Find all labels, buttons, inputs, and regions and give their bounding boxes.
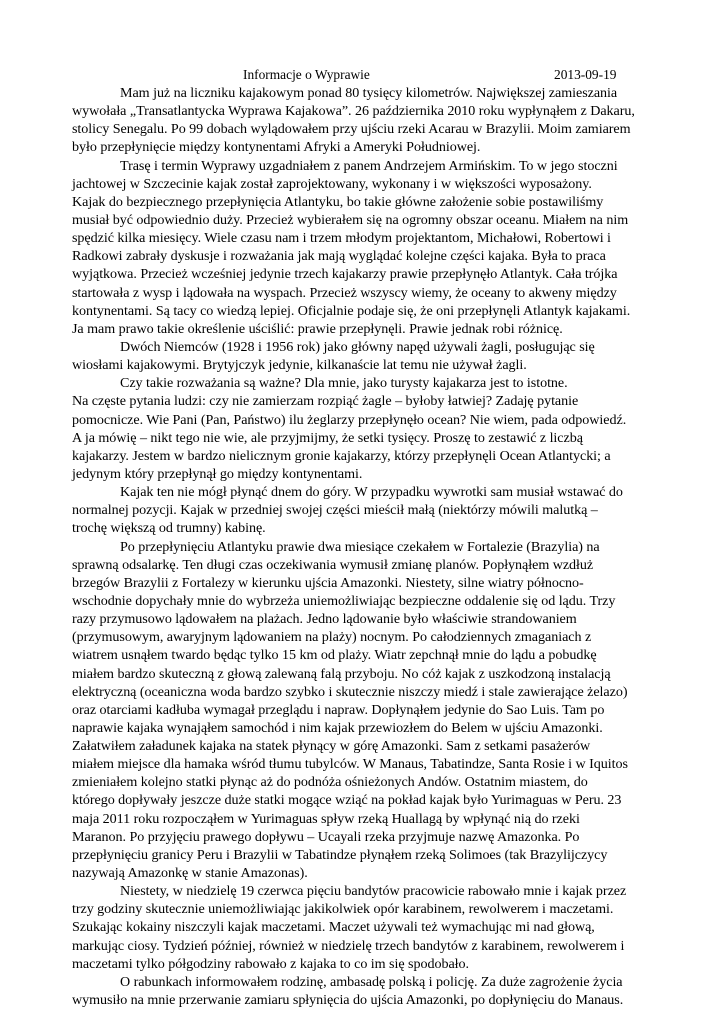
text-line: wschodnie dopychały mnie do wybrzeża uniemożliwiając bezpieczne oddalenie się od lądu. Trzy xyxy=(72,592,616,609)
text-line: naprawie kajaka wynająłem samochód i nim kajak przewiozłem do Belem w ujściu Amazonki. xyxy=(72,719,603,736)
text-line: Załatwiłem załadunek kajaka na statek płynący w górę Amazonki. Sam z setkami pasażerów xyxy=(72,738,591,755)
text-line: Ja mam prawo takie określenie uściślić: prawie przepłynęli. Prawie jednak robi różnicę. xyxy=(72,320,563,337)
text-line: stolicy Senegalu. Po 99 dobach wylądowałem przy ujściu rzeki Acarau w Brazylii. Moim zamiarem xyxy=(72,121,631,138)
text-line: Mam już na liczniku kajakowym ponad 80 tysięcy kilometrów. Największej zamieszania xyxy=(120,85,618,101)
text-line: maczetami tylko półgodziny rabowało z kajaka to co im się spodobało. xyxy=(72,955,469,972)
text-line: maja 2011 roku rozpocząłem w Yurimaguas spływ rzeką Huallagą by wpłynąć nią do rzeki xyxy=(72,810,580,827)
text-line: było przepłynięcie między kontynentami Afryki a Ameryki Południowej. xyxy=(72,139,481,156)
text-line: A ja mówię – nikt tego nie wie, ale przyjmijmy, że setki tysięcy. Proszę to zestawić z liczbą xyxy=(72,429,583,446)
document-header xyxy=(243,66,623,84)
text-line: (przymusowym, awaryjnym lądowaniem na plaży) nocnym. Po całodziennych zmaganiach z xyxy=(72,629,592,646)
text-line: nazywają Amazonkę w stanie Amazonas). xyxy=(72,865,308,882)
text-line: Czy takie rozważania są ważne? Dla mnie, jako turysty kajakarza jest to istotne. xyxy=(120,375,568,392)
text-line: Maranon. Po przyjęciu prawego dopływu – Ucayali rzeka przyjmuje nazwę Amazonka. Po xyxy=(72,828,580,845)
text-line: O rabunkach informowałem rodzinę, ambasadę polską i policję. Za duże zagrożenie życia xyxy=(120,973,623,990)
document-title: Informacje o Wyprawie xyxy=(243,67,370,82)
text-line: pomocnicze. Wie Pani (Pan, Państwo) ilu żeglarzy przepłynęło ocean? Nie wiem, pada odpowiedź. xyxy=(72,411,627,428)
document-date: 2013-09-19 xyxy=(554,67,617,82)
text-line: oraz otarciami kadłuba wymagał przeglądu i napraw. Dopłynąłem jedynie do Sao Luis. Tam po xyxy=(72,701,605,718)
text-line: Trasę i termin Wyprawy uzgadniałem z panem Andrzejem Armińskim. To w jego stoczni xyxy=(120,157,618,174)
text-line: zmieniałem kolejno statki płynąc aż do podnóża ośnieżonych Andów. Ostatnim miastem, do xyxy=(72,774,588,791)
text-line: wiosłami kajakowymi. Brytyjczyk jedynie, kilkanaście lat temu nie używał żagli. xyxy=(72,357,527,374)
text-line: sprawną odsalarkę. Ten długi czas oczekiwania wymusił zmianę planów. Popłynąłem wzdłuż xyxy=(72,556,594,573)
text-line: startowała z wysp i lądowała na wyspach. Przecież wszyscy wiemy, że oceany to akweny między xyxy=(72,284,617,301)
text-line: normalnej pozycji. Kajak w przedniej swojej części mieścił małą (niektórzy mówili malutką – xyxy=(72,502,598,519)
text-line: kajakarzy. Jestem w bardzo nielicznym gronie kajakarzy, którzy przepłynęli Ocean Atlantycki; a xyxy=(72,447,611,464)
text-line: przepłynięciu granicy Peru i Brazylii w Tabatindze płynąłem rzeką Solimoes (tak Brazylijczycy xyxy=(72,846,608,863)
text-line: brzegów Brazylii z Fortalezy w kierunku ujścia Amazonki. Niestety, silne wiatry północno- xyxy=(72,574,584,591)
text-line: elektryczną (oceaniczna woda bardzo szybko i skutecznie niszczy miedź i stale zawierające żelazo) xyxy=(72,683,628,700)
text-line: Kajak ten nie mógł płynąć dnem do góry. W przypadku wywrotki sam musiał wstawać do xyxy=(120,484,623,501)
text-line: Szukając kokainy niszczyli kajak maczetami. Maczet używali też wymachując mi nad głową, xyxy=(72,919,595,936)
text-line: Po przepłynięciu Atlantyku prawie dwa miesiące czekałem w Fortalezie (Brazylia) na xyxy=(120,538,600,555)
document-body xyxy=(72,84,660,1009)
text-line: trochę większą od trumny) kabinę. xyxy=(72,520,266,537)
text-line: miałem bardzo skuteczną z głową zalewaną falą przyboju. No cóż kajak z uszkodzoną instalacją xyxy=(72,665,611,682)
text-line: Niestety, w niedzielę 19 czerwca pięciu bandytów pracowicie rabowało mnie i kajak przez xyxy=(120,883,627,900)
text-line: którego dopływały jeszcze duże statki mogące wziąć na pokład kajak było Yurimaguas w Peru. 23 xyxy=(72,792,622,809)
text-line: wymusiło na mnie przerwanie zamiaru spłynięcia do ujścia Amazonki, po dopłynięciu do Manaus. xyxy=(72,992,624,1009)
text-line: Radkowi zabrały dyskusje i rozważania jak mają wyglądać kolejne części kajaka. Była to praca xyxy=(72,248,606,265)
text-line: musiał być odpowiednio duży. Przecież wybierałem się na ogromny obszar oceanu. Miałem na nim xyxy=(72,211,629,228)
text-line: wyjątkowa. Przecież wcześniej jedynie trzech kajakarzy prawie przepłynęło Atlantyk. Cała trójka xyxy=(72,266,618,283)
text-line: miałem miejsce dla hamaka wśród tłumu tubylców. W Manaus, Tabatindze, Santa Rosie i w Iquitos xyxy=(72,756,628,773)
text-line: wywołała „Transatlantycka Wyprawa Kajakowa”. 26 października 2010 roku wypłynąłem z Dakaru, xyxy=(72,103,635,120)
text-line: markując ciosy. Tydzień później, również w niedzielę trzech bandytów z karabinem, rewolwerem i xyxy=(72,937,625,954)
text-line: Kajak do bezpiecznego przepłynięcia Atlantyku, bo takie główne założenie sobie postawiliśmy xyxy=(72,193,604,210)
text-line: razy przymusowo lądowałem na plażach. Jedno lądowanie było właściwie strandowaniem xyxy=(72,611,577,628)
text-line: Dwóch Niemców (1928 i 1956 rok) jako główny napęd używali żagli, posługując się xyxy=(120,338,595,355)
text-line: kontynentami. Są tacy co wiedzą lepiej. Oficjalnie podaje się, że oni przepłynęli Atlantyk kajakami. xyxy=(72,302,631,319)
text-line: jedynym który przepłynął go między kontynentami. xyxy=(72,465,363,482)
text-line: wiatrem usnąłem twardo będąc tylko 15 km od plaży. Wiatr zepchnął mnie do lądu a pobudkę xyxy=(72,647,597,664)
text-line: spędzić kilka miesięcy. Wiele czasu nam i trzem młodym projektantom, Michałowi, Robertowi i xyxy=(72,230,611,247)
text-line: trzy godziny skutecznie uniemożliwiając jakikolwiek opór karabinem, rewolwerem i maczetami. xyxy=(72,901,614,918)
text-line: jachtowej w Szczecinie kajak został zaprojektowany, wykonany i w większości wyposażony. xyxy=(72,175,592,192)
text-line: Na częste pytania ludzi: czy nie zamierzam rozpiąć żagle – byłoby łatwiej? Zadaję pytanie xyxy=(72,393,579,410)
